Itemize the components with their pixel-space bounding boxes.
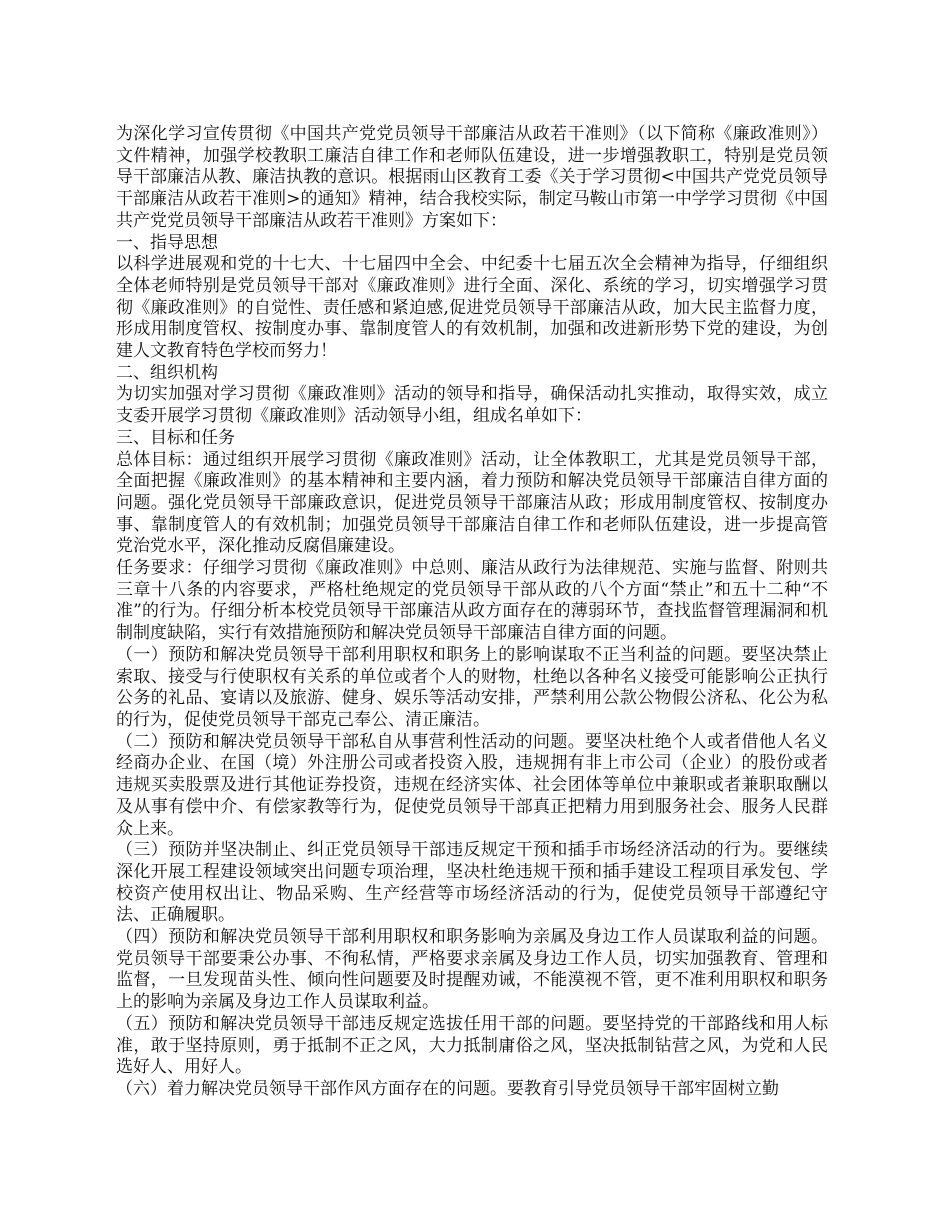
task-requirements-paragraph: 任务要求：仔细学习贯彻《廉政准则》中总则、廉洁从政行为法律规范、实施与监督、附则共三章十八条的内容要求，严格杜绝规定的党员领导干部从政的八个方面“禁止”和五十二种“不准”的行为。仔细分析本校党员领导干部廉洁从政方面存在的薄弱环节，查找监督管理漏洞和机制制度缺陷，实行有效措施预防和解决党员领导干部廉洁自律方面的问题。 bbox=[116, 558, 828, 644]
section-heading-goals-tasks: 三、目标和任务 bbox=[116, 427, 235, 448]
item-1-paragraph: （一）预防和解决党员领导干部利用职权和职务上的影响谋取不正当利益的问题。要坚决禁止索取、接受与行使职权有关系的单位或者个人的财物，杜绝以各种名义接受可能影响公正执行公务的礼品、宴请以及旅游、健身、娱乐等活动安排，严禁利用公款公物假公济私、化公为私的行为，促使党员领导干部克己奉公、清正廉洁。 bbox=[116, 644, 828, 730]
section-heading-guiding-ideology: 一、指导思想 bbox=[116, 232, 218, 253]
item-2-paragraph: （二）预防和解决党员领导干部私自从事营利性活动的问题。要坚决杜绝个人或者借他人名义经商办企业、在国（境）外注册公司或者投资入股，违规拥有非上市公司（企业）的股份或者违规买卖股票及进行其他证券投资，违规在经济实体、社会团体等单位中兼职或者兼职取酬以及从事有偿中介、有偿家教等行为，促使党员领导干部真正把精力用到服务社会、服务人民群众上来。 bbox=[116, 731, 828, 839]
section-heading-organization: 二、组织机构 bbox=[116, 362, 218, 383]
document-body bbox=[116, 124, 828, 1101]
item-3-paragraph: （三）预防并坚决制止、纠正党员领导干部违反规定干预和插手市场经济活动的行为。要继续深化开展工程建设领域突出问题专项治理，坚决杜绝违规干预和插手建设工程项目承发包、学校资产使用权出让、物品采购、生产经营等市场经济活动的行为，促使党员领导干部遵纪守法、正确履职。 bbox=[116, 840, 828, 926]
overall-goal-paragraph: 总体目标：通过组织开展学习贯彻《廉政准则》活动，让全体教职工，尤其是党员领导干部，全面把握《廉政准则》的基本精神和主要内涵，着力预防和解决党员领导干部廉洁自律方面的问题。强化党员领导干部廉政意识，促进党员领导干部廉洁从政；形成用制度管权、按制度办事、靠制度管人的有效机制；加强党员领导干部廉洁自律工作和老师队伍建设，进一步提高管党治党水平，深化推动反腐倡廉建设。 bbox=[116, 449, 828, 557]
intro-paragraph: 为深化学习宣传贯彻《中国共产党党员领导干部廉洁从政若干准则》（以下简称《廉政准则》）文件精神，加强学校教职工廉洁自律工作和老师队伍建设，进一步增强教职工，特别是党员领导干部廉洁从教、廉洁执教的意识。根据雨山区教育工委《关于学习贯彻<中国共产党党员领导干部廉洁从政若干准则>的通知》精神，结合我校实际，制定马鞍山市第一中学学习贯彻《中国共产党党员领导干部廉洁从政若干准则》方案如下： bbox=[116, 124, 828, 231]
item-6-paragraph: （六）着力解决党员领导干部作风方面存在的问题。要教育引导党员领导干部牢固树立勤 bbox=[116, 1078, 779, 1099]
item-5-paragraph: （五）预防和解决党员领导干部违反规定选拔任用干部的问题。要坚持党的干部路线和用人标准，敢于坚持原则，勇于抵制不正之风，大力抵制庸俗之风，坚决抵制钻营之风，为党和人民选好人、用好人。 bbox=[116, 1013, 828, 1078]
organization-paragraph: 为切实加强对学习贯彻《廉政准则》活动的领导和指导，确保活动扎实推动，取得实效，成立支委开展学习贯彻《廉政准则》活动领导小组，组成名单如下： bbox=[116, 384, 828, 427]
item-4-paragraph: （四）预防和解决党员领导干部利用职权和职务影响为亲属及身边工作人员谋取利益的问题。党员领导干部要秉公办事、不徇私情，严格要求亲属及身边工作人员，切实加强教育、管理和监督，一旦发现苗头性、倾向性问题要及时提醒劝诫，不能漠视不管，更不准利用职权和职务上的影响为亲属及身边工作人员谋取利益。 bbox=[116, 927, 828, 1013]
guiding-ideology-paragraph: 以科学进展观和党的十七大、十七届四中全会、中纪委十七届五次全会精神为指导，仔细组织全体老师特别是党员领导干部对《廉政准则》进行全面、深化、系统的学习，切实增强学习贯彻《廉政准则》的自觉性、责任感和紧迫感,促进党员领导干部廉洁从政，加大民主监督力度，形成用制度管权、按制度办事、靠制度管人的有效机制，加强和改进新形势下党的建设，为创建人文教育特色学校而努力！ bbox=[116, 254, 828, 362]
